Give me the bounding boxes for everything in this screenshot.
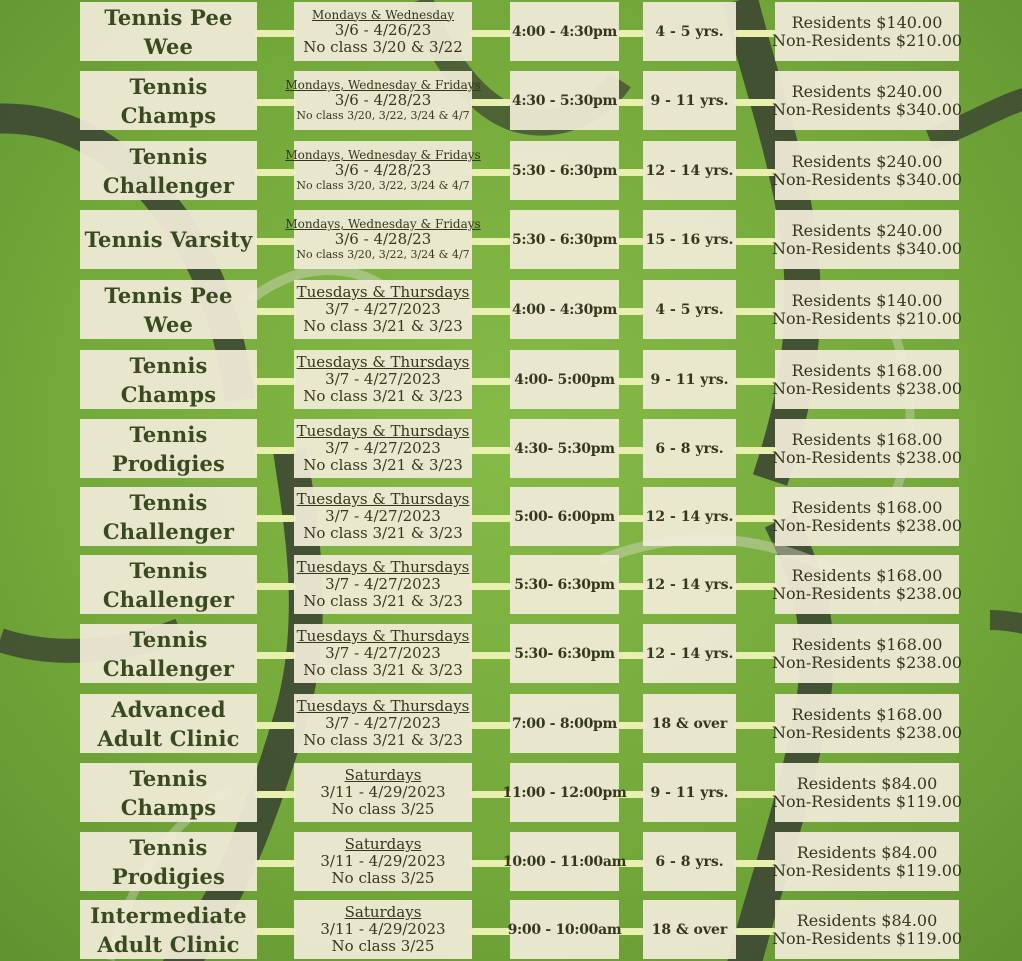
row-connector: [617, 378, 645, 385]
row-connector: [734, 860, 777, 867]
program-name: Tennis Champs: [120, 73, 217, 128]
price-cell: [771, 2, 963, 61]
row-connector: [470, 30, 512, 37]
age-range: 12 - 14 yrs.: [645, 576, 734, 593]
class-time: 11:00 - 12:00pm: [502, 784, 627, 801]
time-cell: [510, 2, 619, 61]
table-row: [0, 350, 1022, 409]
time-cell: [510, 694, 619, 753]
age-cell: [643, 832, 736, 891]
row-connector: [617, 652, 645, 659]
non-resident-price: Non-Residents $340.00: [771, 99, 963, 119]
row-connector: [617, 447, 645, 454]
non-resident-price: Non-Residents $119.00: [771, 928, 963, 948]
row-connector: [470, 378, 512, 385]
row-connector: [734, 378, 777, 385]
non-resident-price: Non-Residents $210.00: [771, 30, 963, 50]
row-connector: [255, 30, 296, 37]
no-class-note: No class 3/25: [331, 800, 435, 818]
program-name-cell: [80, 832, 257, 891]
date-range: 3/7 - 4/27/2023: [325, 370, 441, 388]
program-name: Tennis Prodigies: [111, 421, 226, 476]
date-range: 3/7 - 4/27/2023: [325, 507, 441, 525]
price-cell: [771, 419, 963, 478]
program-name-cell: [80, 280, 257, 339]
row-connector: [734, 515, 777, 522]
time-cell: [510, 71, 619, 130]
date-range: 3/11 - 4/29/2023: [320, 783, 446, 801]
class-days: Mondays, Wednesday & Fridays: [285, 148, 481, 162]
table-row: [0, 694, 1022, 753]
class-days: Mondays, Wednesday & Fridays: [285, 78, 481, 92]
class-time: 5:00- 6:00pm: [514, 508, 615, 525]
class-time: 4:30 - 5:30pm: [511, 92, 618, 109]
non-resident-price: Non-Residents $340.00: [771, 238, 963, 258]
row-connector: [734, 169, 777, 176]
program-name: Advanced Adult Clinic: [97, 696, 240, 751]
row-connector: [255, 791, 296, 798]
table-row: [0, 555, 1022, 614]
program-name-cell: [80, 763, 257, 822]
date-range: 3/6 - 4/28/23: [334, 230, 432, 248]
program-name: Tennis Challenger: [102, 143, 235, 198]
table-row: [0, 832, 1022, 891]
program-name-cell: [80, 555, 257, 614]
schedule-cell: [294, 900, 472, 959]
age-range: 6 - 8 yrs.: [655, 853, 724, 870]
class-days: Tuesdays & Thursdays: [296, 422, 470, 440]
age-cell: [643, 487, 736, 546]
no-class-note: No class 3/20, 3/22, 3/24 & 4/7: [296, 248, 470, 261]
time-cell: [502, 832, 627, 891]
price-cell: [771, 555, 963, 614]
class-time: 10:00 - 11:00am: [502, 853, 627, 870]
schedule-cell: [294, 624, 472, 683]
program-name-cell: [80, 419, 257, 478]
row-connector: [734, 583, 777, 590]
program-name: Tennis Challenger: [102, 626, 235, 681]
row-connector: [617, 99, 645, 106]
class-days: Tuesdays & Thursdays: [296, 353, 470, 371]
row-connector: [734, 238, 777, 245]
age-range: 9 - 11 yrs.: [650, 371, 729, 388]
no-class-note: No class 3/21 & 3/23: [303, 731, 463, 749]
program-name: Tennis Varsity: [84, 227, 253, 252]
time-cell: [510, 141, 619, 200]
class-time: 4:00 - 4:30pm: [511, 301, 618, 318]
row-connector: [734, 722, 777, 729]
program-name-cell: [80, 210, 257, 269]
age-range: 9 - 11 yrs.: [650, 784, 729, 801]
no-class-note: No class 3/20 & 3/22: [303, 37, 463, 56]
class-time: 4:00- 5:00pm: [514, 371, 615, 388]
time-cell: [510, 624, 619, 683]
price-cell: [771, 280, 963, 339]
row-connector: [255, 722, 296, 729]
table-row: [0, 280, 1022, 339]
row-connector: [617, 515, 645, 522]
age-range: 12 - 14 yrs.: [645, 645, 734, 662]
row-connector: [255, 238, 296, 245]
time-cell: [510, 555, 619, 614]
age-cell: [643, 210, 736, 269]
schedule-cell: [294, 487, 472, 546]
non-resident-price: Non-Residents $238.00: [771, 722, 963, 742]
program-name: Intermediate Adult Clinic: [90, 902, 247, 957]
date-range: 3/7 - 4/27/2023: [325, 439, 441, 457]
row-connector: [255, 447, 296, 454]
age-cell: [643, 624, 736, 683]
resident-price: Residents $240.00: [791, 151, 943, 171]
price-cell: [771, 487, 963, 546]
no-class-note: No class 3/21 & 3/23: [303, 661, 463, 679]
program-name-cell: [80, 71, 257, 130]
no-class-note: No class 3/21 & 3/23: [303, 524, 463, 542]
price-cell: [771, 763, 963, 822]
row-connector: [255, 583, 296, 590]
program-name: Tennis Pee Wee: [104, 282, 233, 337]
non-resident-price: Non-Residents $340.00: [771, 169, 963, 189]
age-range: 15 - 16 yrs.: [645, 231, 734, 248]
row-connector: [617, 722, 645, 729]
age-cell: [643, 555, 736, 614]
schedule-cell: [285, 210, 481, 269]
non-resident-price: Non-Residents $238.00: [771, 447, 963, 467]
schedule-cell: [294, 2, 472, 61]
class-time: 5:30- 6:30pm: [514, 576, 615, 593]
row-connector: [470, 515, 512, 522]
age-range: 4 - 5 yrs.: [655, 301, 724, 318]
class-days: Saturdays: [344, 835, 422, 853]
row-connector: [255, 169, 296, 176]
time-cell: [510, 350, 619, 409]
age-cell: [643, 71, 736, 130]
class-days: Tuesdays & Thursdays: [296, 490, 470, 508]
schedule-cell: [294, 763, 472, 822]
row-connector: [734, 99, 777, 106]
class-time: 5:30- 6:30pm: [514, 645, 615, 662]
age-cell: [643, 763, 736, 822]
resident-price: Residents $140.00: [791, 290, 943, 310]
table-row: [0, 624, 1022, 683]
row-connector: [255, 308, 296, 315]
age-range: 6 - 8 yrs.: [655, 440, 724, 457]
no-class-note: No class 3/21 & 3/23: [303, 317, 463, 335]
time-cell: [502, 763, 627, 822]
row-connector: [470, 308, 512, 315]
row-connector: [734, 791, 777, 798]
resident-price: Residents $240.00: [791, 220, 943, 240]
resident-price: Residents $168.00: [791, 429, 943, 449]
table-row: [0, 141, 1022, 200]
schedule-cell: [285, 71, 481, 130]
schedule-cell: [294, 694, 472, 753]
program-name: Tennis Challenger: [102, 557, 235, 612]
row-connector: [734, 308, 777, 315]
row-connector: [470, 928, 512, 935]
table-row: [0, 487, 1022, 546]
class-days: Mondays & Wednesday: [311, 7, 455, 22]
row-connector: [255, 515, 296, 522]
age-range: 18 & over: [651, 715, 728, 732]
schedule-cell: [294, 350, 472, 409]
row-connector: [470, 583, 512, 590]
date-range: 3/6 - 4/28/23: [334, 161, 432, 179]
price-cell: [771, 832, 963, 891]
no-class-note: No class 3/21 & 3/23: [303, 592, 463, 610]
non-resident-price: Non-Residents $210.00: [771, 308, 963, 328]
row-connector: [734, 652, 777, 659]
class-days: Tuesdays & Thursdays: [296, 558, 470, 576]
non-resident-price: Non-Residents $238.00: [771, 378, 963, 398]
schedule-cell: [294, 832, 472, 891]
age-cell: [643, 141, 736, 200]
program-name-cell: [80, 487, 257, 546]
time-cell: [510, 280, 619, 339]
non-resident-price: Non-Residents $238.00: [771, 515, 963, 535]
non-resident-price: Non-Residents $119.00: [771, 791, 963, 811]
non-resident-price: Non-Residents $119.00: [771, 860, 963, 880]
date-range: 3/7 - 4/27/2023: [325, 575, 441, 593]
no-class-note: No class 3/21 & 3/23: [303, 456, 463, 474]
price-cell: [771, 694, 963, 753]
date-range: 3/7 - 4/27/2023: [325, 300, 441, 318]
table-row: [0, 419, 1022, 478]
row-connector: [470, 722, 512, 729]
resident-price: Residents $140.00: [791, 12, 943, 32]
date-range: 3/7 - 4/27/2023: [325, 644, 441, 662]
class-time: 4:30- 5:30pm: [514, 440, 615, 457]
age-range: 9 - 11 yrs.: [650, 92, 729, 109]
resident-price: Residents $84.00: [796, 842, 938, 862]
date-range: 3/11 - 4/29/2023: [320, 920, 446, 938]
class-days: Mondays, Wednesday & Fridays: [285, 217, 481, 231]
date-range: 3/6 - 4/28/23: [334, 91, 432, 109]
row-connector: [470, 652, 512, 659]
row-connector: [617, 583, 645, 590]
class-days: Tuesdays & Thursdays: [296, 697, 470, 715]
age-cell: [643, 2, 736, 61]
table-row: [0, 2, 1022, 61]
row-connector: [617, 30, 645, 37]
program-name-cell: [80, 624, 257, 683]
table-row: [0, 71, 1022, 130]
row-connector: [617, 169, 645, 176]
schedule-cell: [294, 280, 472, 339]
resident-price: Residents $240.00: [791, 81, 943, 101]
date-range: 3/7 - 4/27/2023: [325, 714, 441, 732]
row-connector: [255, 928, 296, 935]
time-cell: [510, 210, 619, 269]
time-cell: [510, 487, 619, 546]
price-cell: [771, 141, 963, 200]
table-row: [0, 900, 1022, 959]
program-name: Tennis Champs: [120, 765, 217, 820]
time-cell: [507, 900, 622, 959]
class-time: 9:00 - 10:00am: [507, 921, 622, 938]
resident-price: Residents $84.00: [796, 910, 938, 930]
no-class-note: No class 3/20, 3/22, 3/24 & 4/7: [296, 109, 470, 122]
non-resident-price: Non-Residents $238.00: [771, 652, 963, 672]
age-cell: [643, 419, 736, 478]
program-name: Tennis Champs: [120, 352, 217, 407]
class-time: 7:00 - 8:00pm: [511, 715, 618, 732]
program-name: Tennis Prodigies: [111, 834, 226, 889]
date-range: 3/11 - 4/29/2023: [320, 852, 446, 870]
schedule-cell: [294, 419, 472, 478]
program-name: Tennis Pee Wee: [104, 4, 233, 59]
age-range: 12 - 14 yrs.: [645, 162, 734, 179]
table-row: [0, 763, 1022, 822]
non-resident-price: Non-Residents $238.00: [771, 583, 963, 603]
resident-price: Residents $84.00: [796, 773, 938, 793]
price-cell: [771, 350, 963, 409]
price-cell: [771, 624, 963, 683]
row-connector: [255, 652, 296, 659]
class-days: Saturdays: [344, 766, 422, 784]
row-connector: [470, 99, 512, 106]
age-cell: [643, 350, 736, 409]
age-range: 18 & over: [651, 921, 728, 938]
row-connector: [734, 928, 777, 935]
age-cell: [643, 694, 736, 753]
class-time: 5:30 - 6:30pm: [511, 162, 618, 179]
row-connector: [255, 99, 296, 106]
class-days: Tuesdays & Thursdays: [296, 283, 470, 301]
resident-price: Residents $168.00: [791, 360, 943, 380]
price-cell: [771, 900, 963, 959]
age-range: 4 - 5 yrs.: [655, 23, 724, 40]
program-name: Tennis Challenger: [102, 489, 235, 544]
price-cell: [771, 210, 963, 269]
row-connector: [255, 378, 296, 385]
no-class-note: No class 3/20, 3/22, 3/24 & 4/7: [296, 179, 470, 192]
time-cell: [510, 419, 619, 478]
program-name-cell: [80, 900, 257, 959]
age-cell: [643, 280, 736, 339]
row-connector: [470, 169, 512, 176]
row-connector: [470, 447, 512, 454]
no-class-note: No class 3/25: [331, 869, 435, 887]
row-connector: [617, 238, 645, 245]
schedule-cell: [294, 555, 472, 614]
resident-price: Residents $168.00: [791, 634, 943, 654]
schedule-cell: [285, 141, 481, 200]
resident-price: Residents $168.00: [791, 565, 943, 585]
no-class-note: No class 3/25: [331, 937, 435, 955]
age-cell: [643, 900, 736, 959]
row-connector: [617, 308, 645, 315]
price-cell: [771, 71, 963, 130]
row-connector: [734, 30, 777, 37]
resident-price: Residents $168.00: [791, 704, 943, 724]
class-days: Tuesdays & Thursdays: [296, 627, 470, 645]
row-connector: [255, 860, 296, 867]
program-name-cell: [80, 141, 257, 200]
age-range: 12 - 14 yrs.: [645, 508, 734, 525]
program-name-cell: [80, 694, 257, 753]
no-class-note: No class 3/21 & 3/23: [303, 387, 463, 405]
class-days: Saturdays: [344, 903, 422, 921]
program-name-cell: [80, 2, 257, 61]
row-connector: [470, 238, 512, 245]
table-row: [0, 210, 1022, 269]
class-time: 5:30 - 6:30pm: [511, 231, 618, 248]
date-range: 3/6 - 4/26/23: [334, 20, 432, 39]
class-time: 4:00 - 4:30pm: [511, 23, 618, 40]
row-connector: [734, 447, 777, 454]
program-name-cell: [80, 350, 257, 409]
resident-price: Residents $168.00: [791, 497, 943, 517]
